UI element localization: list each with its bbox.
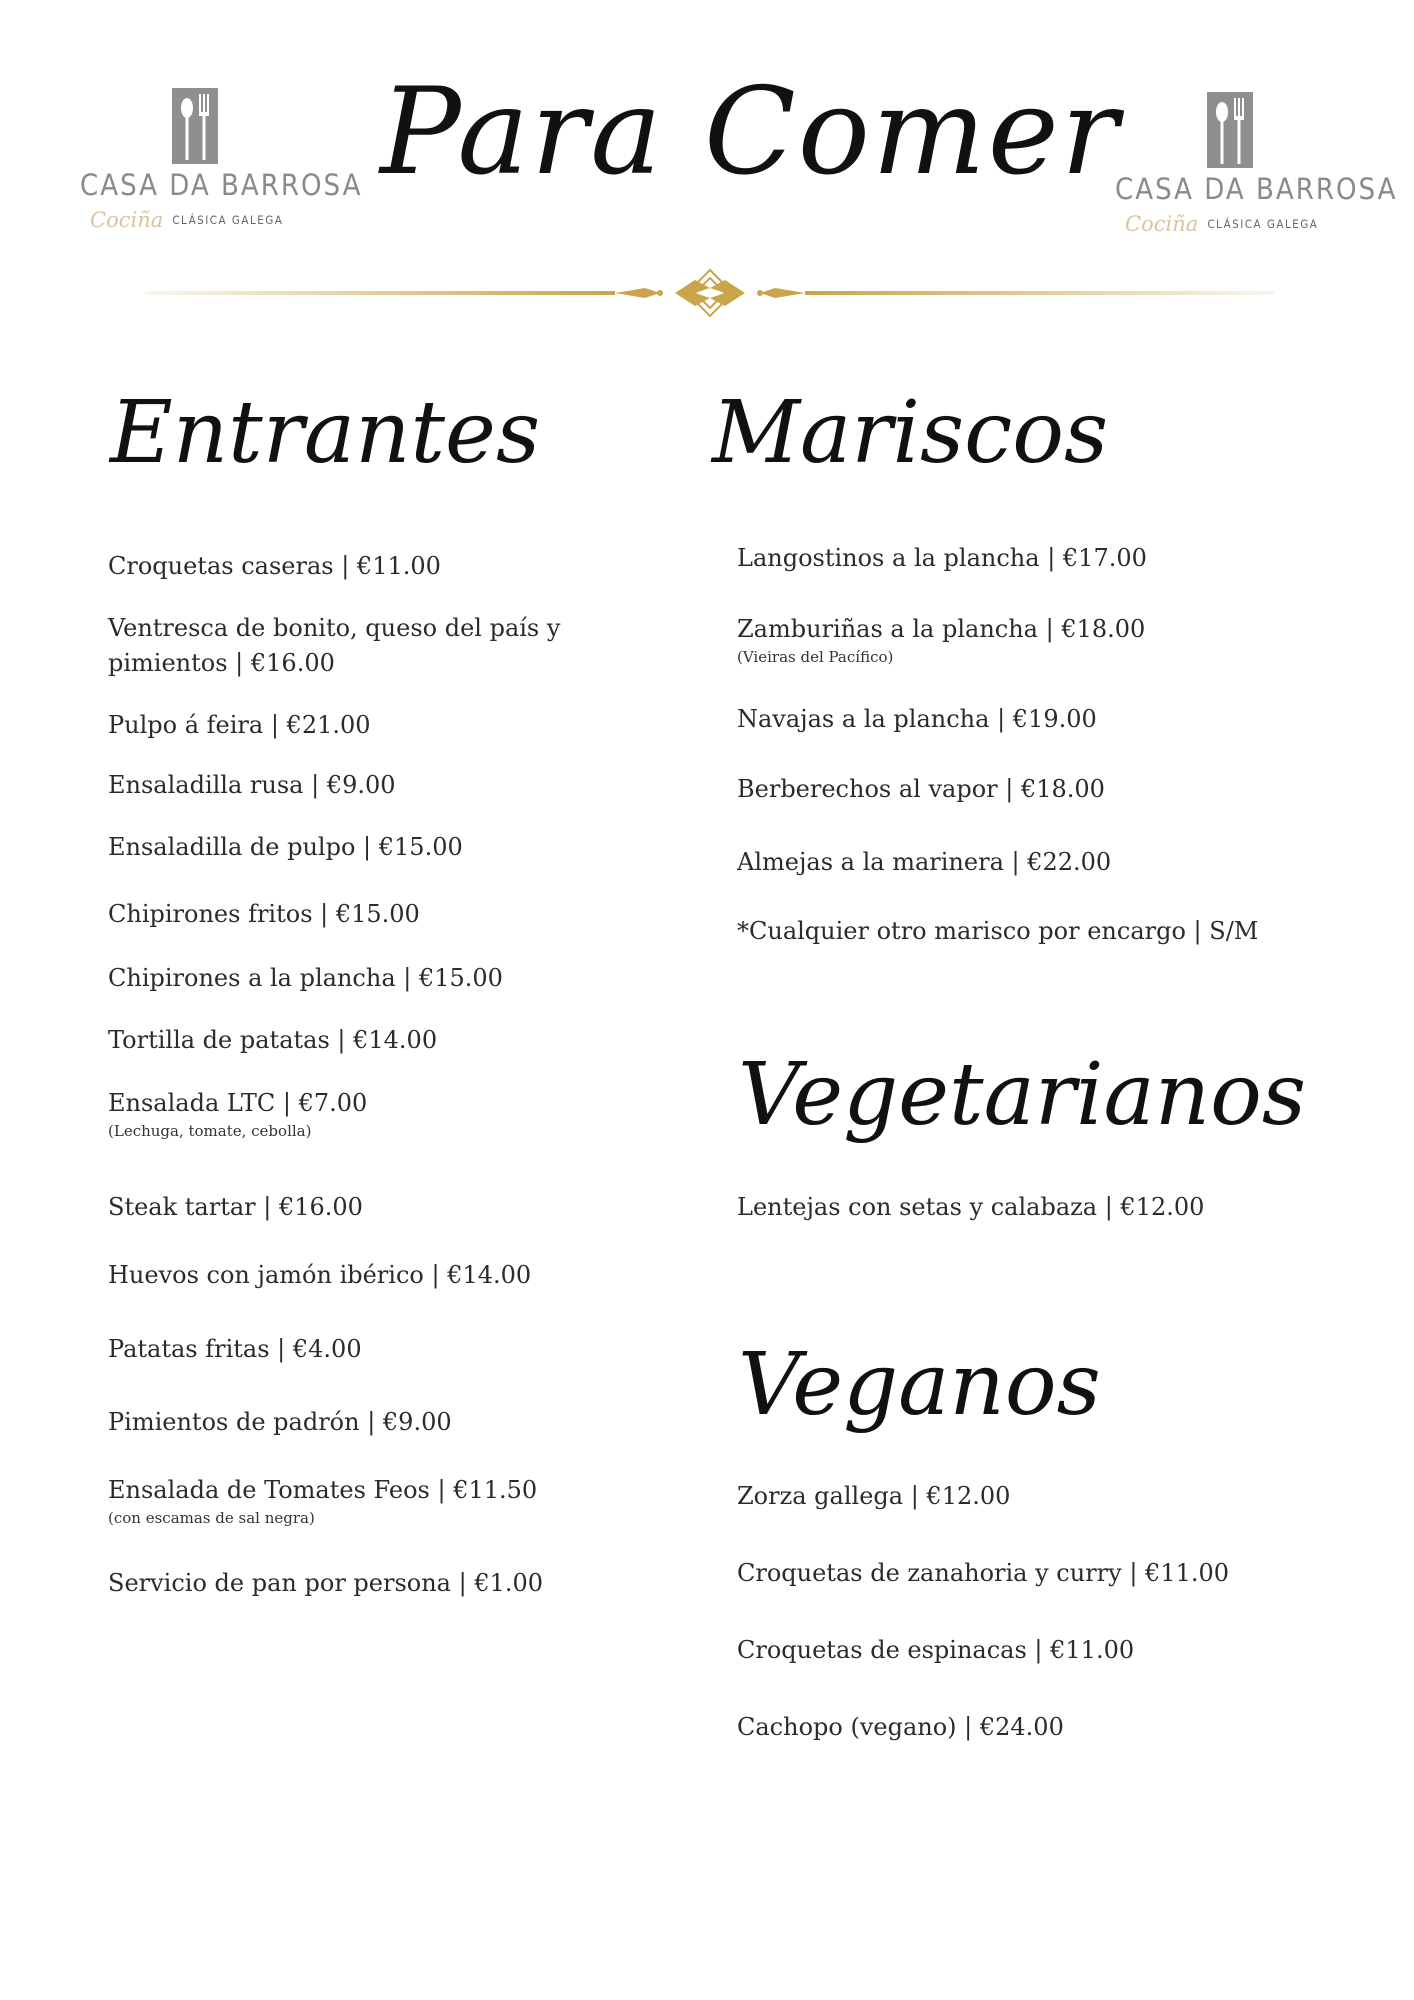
section-title-vegetarianos: Vegetarianos (738, 1045, 1307, 1145)
restaurant-logo-right (1115, 92, 1398, 242)
logo-cocina-text: Cociña (1125, 212, 1199, 236)
section-title-entrantes: Entrantes (110, 383, 541, 483)
menu-item-note: (con escamas de sal negra) (108, 1509, 315, 1527)
fork-knife-logo-icon (1207, 92, 1253, 168)
menu-item: Croquetas de zanahoria y curry | €11.00 (737, 1559, 1230, 1587)
page-title: Para Comer (380, 63, 1121, 202)
logo-cocina-text: Cociña (90, 208, 164, 232)
menu-item: Langostinos a la plancha | €17.00 (737, 544, 1147, 572)
logo-brand-text: CASA DA BARROSA (80, 168, 363, 202)
menu-item: *Cualquier otro marisco por encargo | S/M (737, 917, 1259, 945)
menu-item: Ensaladilla rusa | €9.00 (108, 771, 396, 799)
menu-item: Patatas fritas | €4.00 (108, 1335, 362, 1363)
logo-subtitle (1125, 212, 1340, 236)
logo-brand-text: CASA DA BARROSA (1115, 172, 1398, 206)
menu-item: Steak tartar | €16.00 (108, 1193, 363, 1221)
menu-item: Lentejas con setas y calabaza | €12.00 (737, 1193, 1205, 1221)
menu-item: Pulpo á feira | €21.00 (108, 711, 371, 739)
menu-item: Navajas a la plancha | €19.00 (737, 705, 1097, 733)
menu-item: Pimientos de padrón | €9.00 (108, 1408, 452, 1436)
restaurant-logo-left (80, 88, 363, 238)
menu-item-note: (Vieiras del Pacífico) (737, 648, 894, 666)
logo-subtitle (90, 208, 305, 232)
menu-item: Ensaladilla de pulpo | €15.00 (108, 833, 463, 861)
menu-item: Chipirones a la plancha | €15.00 (108, 964, 503, 992)
section-title-mariscos: Mariscos (712, 383, 1109, 483)
ornamental-divider-icon (145, 268, 1275, 318)
menu-item: Zorza gallega | €12.00 (737, 1482, 1011, 1510)
menu-item: Chipirones fritos | €15.00 (108, 900, 420, 928)
logo-clasica-text: CLÁSICA GALEGA (172, 213, 284, 227)
logo-clasica-text: CLÁSICA GALEGA (1207, 217, 1319, 231)
menu-item: Zamburiñas a la plancha | €18.00 (Vieiras del Pacífico) (737, 615, 1146, 666)
menu-item: Almejas a la marinera | €22.00 (737, 848, 1112, 876)
menu-item: Servicio de pan por persona | €1.00 (108, 1569, 544, 1597)
menu-item: Croquetas de espinacas | €11.00 (737, 1636, 1135, 1664)
menu-item: Croquetas caseras | €11.00 (108, 552, 441, 580)
section-title-veganos: Veganos (738, 1335, 1101, 1435)
menu-item: Ensalada LTC | €7.00 (Lechuga, tomate, cebolla) (108, 1089, 368, 1140)
menu-item: Ensalada de Tomates Feos | €11.50 (con escamas de sal negra) (108, 1476, 538, 1527)
fork-knife-logo-icon (172, 88, 218, 164)
menu-item: Cachopo (vegano) | €24.00 (737, 1713, 1064, 1741)
menu-item: Huevos con jamón ibérico | €14.00 (108, 1261, 532, 1289)
menu-item: Tortilla de patatas | €14.00 (108, 1026, 438, 1054)
menu-item: Ventresca de bonito, queso del país y pimientos | €16.00 (108, 614, 561, 677)
menu-item-note: (Lechuga, tomate, cebolla) (108, 1122, 312, 1140)
menu-item: Berberechos al vapor | €18.00 (737, 775, 1105, 803)
